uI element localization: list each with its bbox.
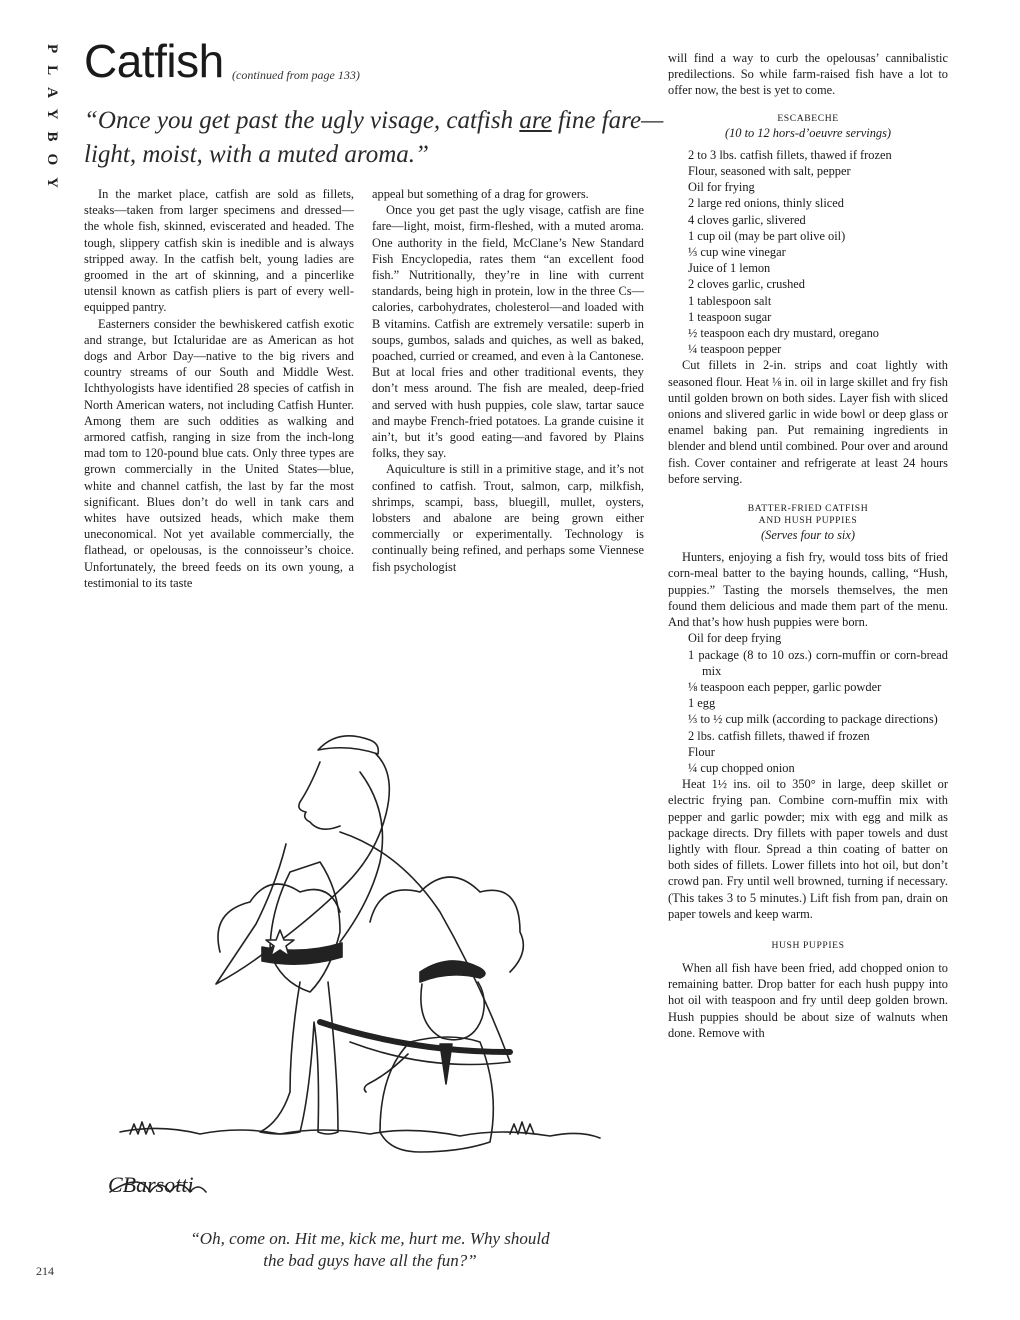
pull-quote-pre: “Once you get past the ugly visage, catfish [84, 107, 520, 134]
ingredient-item: 2 cloves garlic, crushed [688, 277, 805, 292]
ingredient-list [668, 630, 948, 776]
ingredient-list [668, 147, 948, 358]
text-column-3 [668, 50, 948, 1282]
recipe-title-batter-fried [668, 503, 948, 527]
continued-note: (continued from page 133) [232, 68, 360, 82]
recipe-servings: (10 to 12 hors-d’oeuvre servings) [724, 125, 892, 140]
ingredient-item: 1 package (8 to 10 ozs.) corn-muffin or corn-bread mix [688, 647, 948, 678]
ingredient-item: 4 cloves garlic, slivered [688, 212, 806, 227]
text-column-2 [372, 186, 644, 714]
article-header [84, 35, 664, 94]
cartoon-signature: CBarsotti [108, 1172, 194, 1197]
paragraph: Once you get past the ugly visage, catfish are fine fare—light, moist, firm-fleshed, with a muted aroma. One authority in the field, McClane’s New Standard Fish Encyclopedia, rates them “an excellent food fish.” Nutritionally, they’re in line with current standards, being high in protein, low in the three Cs—calories, carbohydrates, cholesterol—and loaded with B vitamins. Catfish are extremely versatile: superb in soups, gumbos, salads and quiches, as well as baked, poached, curried or creamed, and even à la Cantonese. But at local fries and other traditional events, they don’t mess around. The fish are mealed, deep-fried and served with hush puppies, cole slaw, tartar sauce and maybe French-fried potatoes. La grande cuisine it ain’t, but it’s good eating—and favored by Plains folks, they say. [372, 203, 644, 461]
paragraph: will find a way to curb the opelousas’ cannibalistic predilections. So while farm-raised fish have a lot to offer now, the best is yet to come. [668, 51, 948, 98]
ingredient-item: ⅓ to ½ cup milk (according to package directions) [688, 712, 938, 727]
recipe-title-escabeche: ESCABECHE [777, 112, 839, 124]
caption-line: “Oh, come on. Hit me, kick me, hurt me. Why should [190, 1229, 550, 1248]
ingredient-item: ⅛ teaspoon each pepper, garlic powder [688, 679, 882, 694]
ingredient-item: 2 to 3 lbs. catfish fillets, thawed if frozen [688, 147, 892, 162]
heroine-face [299, 762, 340, 829]
recipe-method: When all fish have been fried, add chopped onion to remaining batter. Drop batter for each hush puppy into hot oil with teaspoon and fry until deep golden brown. Hush puppies should be about size of walnuts when done. Remove with [668, 960, 948, 1040]
ingredient-item: 1 egg [688, 696, 716, 711]
recipe-title-hush-puppies: HUSH PUPPIES [771, 939, 845, 951]
paragraph: Aquiculture is still in a primitive stage, and it’s not confined to catfish. Trout, salmon, carp, milkfish, shrimps, scampi, bass, bluegill, mullet, oysters, lobsters and abalone are being grown either commercially or experimentally. Technology is continually being refined, and perhaps some Viennese fish psychologist [372, 462, 644, 574]
ingredient-item: 2 lbs. catfish fillets, thawed if frozen [688, 728, 870, 743]
villain-head [421, 982, 484, 1040]
heroine-tiara [318, 736, 378, 754]
page-number: 214 [36, 1264, 54, 1278]
ingredient-item: ¼ teaspoon pepper [688, 342, 782, 357]
recipe-method: Cut fillets in 2-in. strips and coat lightly with seasoned flour. Heat ⅛ in. oil in large skillet and fry fish until golden brown on both sides. Layer fish with sliced onions and slivered garlic in wide bowl or deep glass or enamel baking pan. Put remaining ingredients in blender and blend until combined. Pour over and around fish. Cover container and refrigerate at least 24 hours before serving. [668, 358, 948, 486]
paragraph: Easterners consider the bewhiskered catfish exotic and strange, but Ictaluridae are as American as hot dogs and Arbor Day—native to the big rivers and country streams of our South and Middle West. Ichthyologists have identified 28 species of catfish in North American waters, not including Catfish Hunter. Among them are such oddities as walking and armored catfish, ranging in size from the inch-long mad tom to 120-pound blue cats. Only three types are grown commercially in the United States—blue, white and channel catfish, the last by far the most significant. Blues don’t do well in tank cars and whites have outsized heads, which make them uneconomical. Not yet available commercially, the flathead, or opelousas, is the connoisseur’s choice. Unfortunately, the breed feeds on its own young, a testimonial to its taste [84, 316, 354, 590]
heroine-legs [260, 982, 338, 1134]
magazine-name: PLAYBOY [44, 44, 60, 200]
ingredient-item: 2 large red onions, thinly sliced [688, 196, 845, 211]
heroine-cape [340, 832, 510, 1065]
pull-quote-post: fine fare—light, moist, with a muted aroma.” [84, 107, 664, 168]
article-title: Catfish [84, 35, 224, 87]
caption-line: the bad guys have all the fun?” [263, 1251, 477, 1270]
recipe-story: Hunters, enjoying a fish fry, would toss bits of fried corn-meal batter to the baying hounds, calling, “Hush, puppies.” Tasting the morsels themselves, the men found them delicious and made them part of the menu. And that’s how hush puppies were born. [668, 550, 948, 630]
recipe-method: Heat 1½ ins. oil to 350° in large, deep skillet or electric frying pan. Combine corn-muffin mix with pepper and garlic powder; mix with egg and milk as package directs. Dry fillets with paper towels and dust lightly with flour. Spread a thin coating of batter on both sides of fillets. Lower fillets into hot oil, but don’t crowd pan. Fry until well browned, turning if necessary. (This takes 3 to 5 minutes.) Lift fish from pan, drain on paper towels and keep warm. [668, 777, 948, 921]
paragraph: appeal but something of a drag for growers. [372, 187, 589, 201]
ingredient-item: Juice of 1 lemon [688, 261, 771, 276]
heroine-torso [270, 862, 340, 992]
recipe-title-line: AND HUSH PUPPIES [758, 515, 858, 527]
recipe-title-line: BATTER-FRIED CATFISH [747, 503, 869, 515]
ingredient-item: 1 tablespoon salt [688, 293, 772, 308]
ingredient-item: Oil for frying [688, 180, 755, 195]
pull-quote-emphasis: are [519, 107, 552, 134]
ingredient-item: ½ teaspoon each dry mustard, oregano [688, 326, 879, 341]
villain-body [380, 1037, 493, 1152]
ingredient-item: Flour, seasoned with salt, pepper [688, 164, 851, 179]
cartoon-illustration [90, 722, 646, 1224]
ingredient-item: 1 teaspoon sugar [688, 309, 772, 324]
cartoon-drawing [90, 722, 646, 1224]
ingredient-item: 1 cup oil (may be part olive oil) [688, 228, 846, 243]
ingredient-item: Oil for deep frying [688, 631, 782, 646]
ingredient-item: ⅓ cup wine vinegar [688, 245, 786, 260]
ingredient-item: ¼ cup chopped onion [688, 760, 795, 775]
magazine-vertical-logo [40, 44, 68, 204]
recipe-servings: (Serves four to six) [761, 528, 855, 543]
pull-quote [84, 104, 664, 172]
paragraph: In the market place, catfish are sold as fillets, steaks—taken from larger specimens and dressed—the whole fish, skinned, eviscerated and headed. The tough, slippery catfish skin is inedible and is always stripped away. In the catfish belt, young ladies are groomed in the art of skinning, and a pincerlike utensil known as catfish pliers is part of every well-equipped pantry. [84, 187, 354, 315]
cartoon-caption [120, 1228, 620, 1272]
text-column-1 [84, 186, 354, 714]
ingredient-item: Flour [688, 744, 715, 759]
